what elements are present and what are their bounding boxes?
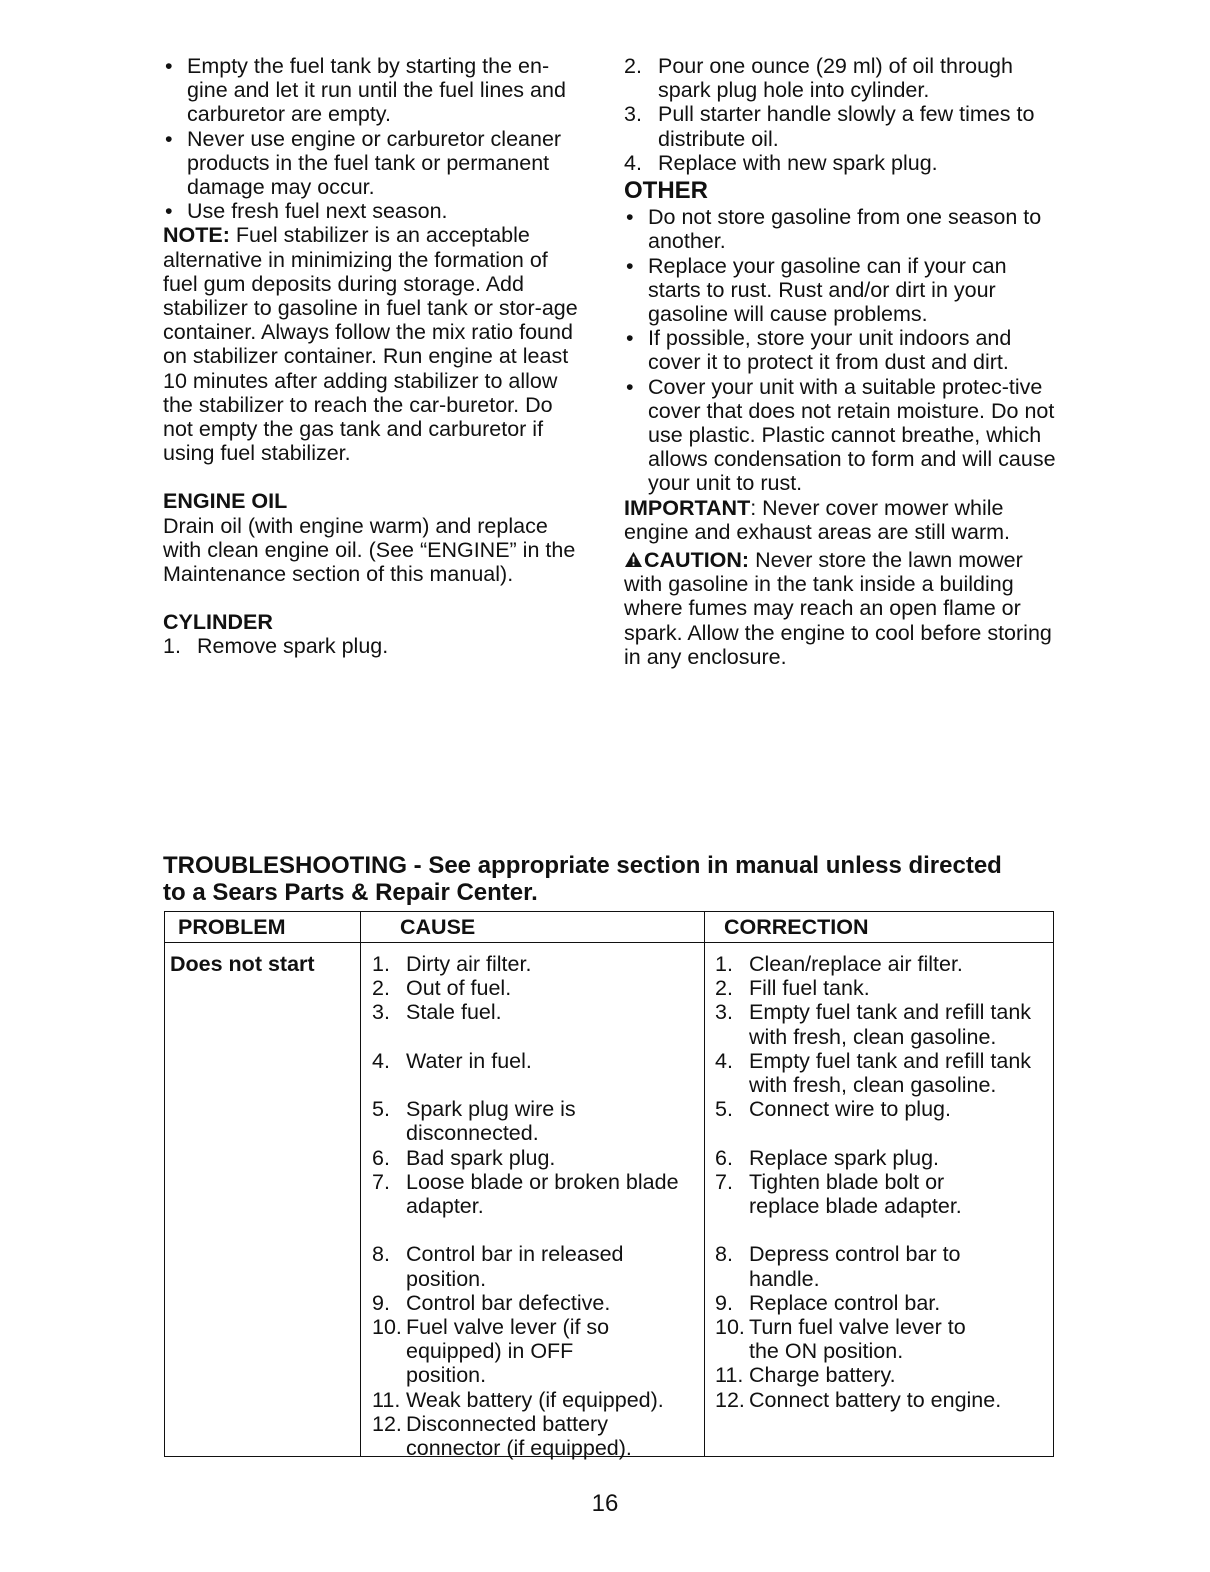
correction-item: 5. Connect wire to plug. xyxy=(715,1097,951,1122)
correction-header: CORRECTION xyxy=(724,915,869,939)
correction-item: 8. Depress control bar to handle. xyxy=(715,1242,961,1291)
warning-triangle-icon xyxy=(624,551,643,568)
step-number: 1. xyxy=(163,634,181,659)
step-number: 4. xyxy=(624,150,642,175)
troubleshooting-title xyxy=(163,852,1063,906)
engine-oil-heading: ENGINE OIL xyxy=(163,489,288,514)
list-item xyxy=(624,151,1056,175)
cause-column xyxy=(372,952,692,1460)
caution-label: CAUTION: xyxy=(644,548,750,573)
correction-item: 1. Clean/replace air filter. xyxy=(715,952,963,976)
important-label: IMPORTANT xyxy=(624,495,751,520)
caution-text: Never store the lawn mower with gasoline in the tank inside a building where fumes may reach an open flame or spark. Allow the engine to cool before storing in any enclosure. xyxy=(624,548,1052,669)
list-item: • Replace your gasoline can if your can starts to rust. Rust and/or dirt in your gasoline will cause problems. xyxy=(624,254,1056,327)
cause-item: 4. Water in fuel. xyxy=(372,1048,532,1073)
fuel-bullet-list xyxy=(163,54,588,223)
step-text: Remove spark plug. xyxy=(197,634,389,659)
page-number: 16 xyxy=(591,1490,619,1517)
note-paragraph xyxy=(163,223,588,465)
caution-paragraph xyxy=(624,548,1056,669)
troubleshooting-table xyxy=(164,911,1054,1461)
cause-item: 6. Bad spark plug. xyxy=(372,1145,556,1170)
important-text: : Never cover mower while engine and exhaust areas are still warm. xyxy=(624,495,1011,544)
list-item: • Empty the fuel tank by starting the en-gine and let it run until the fuel lines and carburetor are empty. xyxy=(163,54,588,127)
troubleshooting-title-line1: TROUBLESHOOTING - See appropriate section in manual unless directed xyxy=(163,852,1002,879)
left-column xyxy=(163,54,588,659)
other-heading: OTHER xyxy=(624,177,708,205)
note-label: NOTE: xyxy=(163,223,230,248)
engine-oil-text: Drain oil (with engine warm) and replace with clean engine oil. (See “ENGINE” in the Maintenance section of this manual). xyxy=(163,513,576,587)
list-item xyxy=(624,102,1056,150)
cause-item: 7. Loose blade or broken blade adapter. xyxy=(372,1169,679,1218)
step-text: Pour one ounce (29 ml) of oil through spark plug hole into cylinder. xyxy=(658,54,1013,103)
cause-header: CAUSE xyxy=(400,915,476,939)
cause-item: 9. Control bar defective. xyxy=(372,1290,611,1315)
column-divider xyxy=(360,912,361,1456)
list-item: • Use fresh fuel next season. xyxy=(163,199,588,223)
correction-item: 4. Empty fuel tank and refill tank with fresh, clean gasoline. xyxy=(715,1048,1032,1098)
list-item: • Never use engine or carburetor cleaner products in the fuel tank or permanent damage may occur. xyxy=(163,127,588,200)
cause-item: 11. Weak battery (if equipped). xyxy=(372,1387,664,1412)
other-bullet-list xyxy=(624,205,1056,495)
cylinder-steps-right xyxy=(624,54,1056,175)
cause-item: 2. Out of fuel. xyxy=(372,976,512,1001)
cylinder-heading: CYLINDER xyxy=(163,610,273,635)
correction-item: 3. Empty fuel tank and refill tank with fresh, clean gasoline. xyxy=(715,1000,1032,1049)
correction-item: 10. Turn fuel valve lever to the ON position. xyxy=(715,1315,966,1364)
cause-item: 3. Stale fuel. xyxy=(372,1000,502,1025)
cause-item: 10. Fuel valve lever (if so equipped) in OFF position. xyxy=(372,1315,610,1388)
list-item xyxy=(624,54,1056,102)
correction-item: 2. Fill fuel tank. xyxy=(715,976,870,1001)
cause-item: 1. Dirty air filter. xyxy=(372,952,532,976)
table-header-row xyxy=(165,912,1053,943)
step-number: 3. xyxy=(624,102,642,127)
step-text: Pull starter handle slowly a few times to distribute oil. xyxy=(658,102,1035,151)
problem-header: PROBLEM xyxy=(178,915,286,939)
cause-item: 8. Control bar in released position. xyxy=(372,1242,624,1291)
right-column xyxy=(624,54,1056,669)
troubleshooting-title-line2: to a Sears Parts & Repair Center. xyxy=(163,879,538,906)
correction-item: 6. Replace spark plug. xyxy=(715,1145,940,1170)
cause-item: 5. Spark plug wire is disconnected. xyxy=(372,1097,576,1146)
step-number: 2. xyxy=(624,54,642,78)
note-text: Fuel stabilizer is an acceptable alternative in minimizing the formation of fuel gum deposits during storage. Add stabilizer to gasoline in fuel tank or stor-age container. Always follow the mix ratio found on stabilizer container. Run engine at least 10 minutes after adding stabilizer to allow the stabilizer to reach the car-buretor. Do not empty the gas tank and carburetor if using fuel stabilizer. xyxy=(163,223,578,466)
step-text: Replace with new spark plug. xyxy=(658,150,938,175)
list-item: • If possible, store your unit indoors and cover it to protect it from dust and dirt. xyxy=(624,326,1056,374)
list-item: • Cover your unit with a suitable protec-tive cover that does not retain moisture. Do not use plastic. Plastic cannot breathe, which allows condensation to form and will cause your unit to rust. xyxy=(624,375,1056,496)
list-item: • Do not store gasoline from one season to another. xyxy=(624,205,1056,253)
list-item xyxy=(163,634,588,658)
important-paragraph xyxy=(624,496,1056,544)
correction-item: 12. Connect battery to engine. xyxy=(715,1387,1002,1412)
correction-item: 11. Charge battery. xyxy=(715,1363,896,1388)
column-divider xyxy=(704,912,705,1456)
correction-item: 9. Replace control bar. xyxy=(715,1290,941,1315)
problem-cell: Does not start xyxy=(170,952,315,976)
cause-item: 12. Disconnected battery connector (if equipped). xyxy=(372,1411,632,1461)
correction-item: 7. Tighten blade bolt or replace blade adapter. xyxy=(715,1169,962,1219)
correction-column xyxy=(715,952,1055,1412)
cylinder-steps-left xyxy=(163,634,588,658)
